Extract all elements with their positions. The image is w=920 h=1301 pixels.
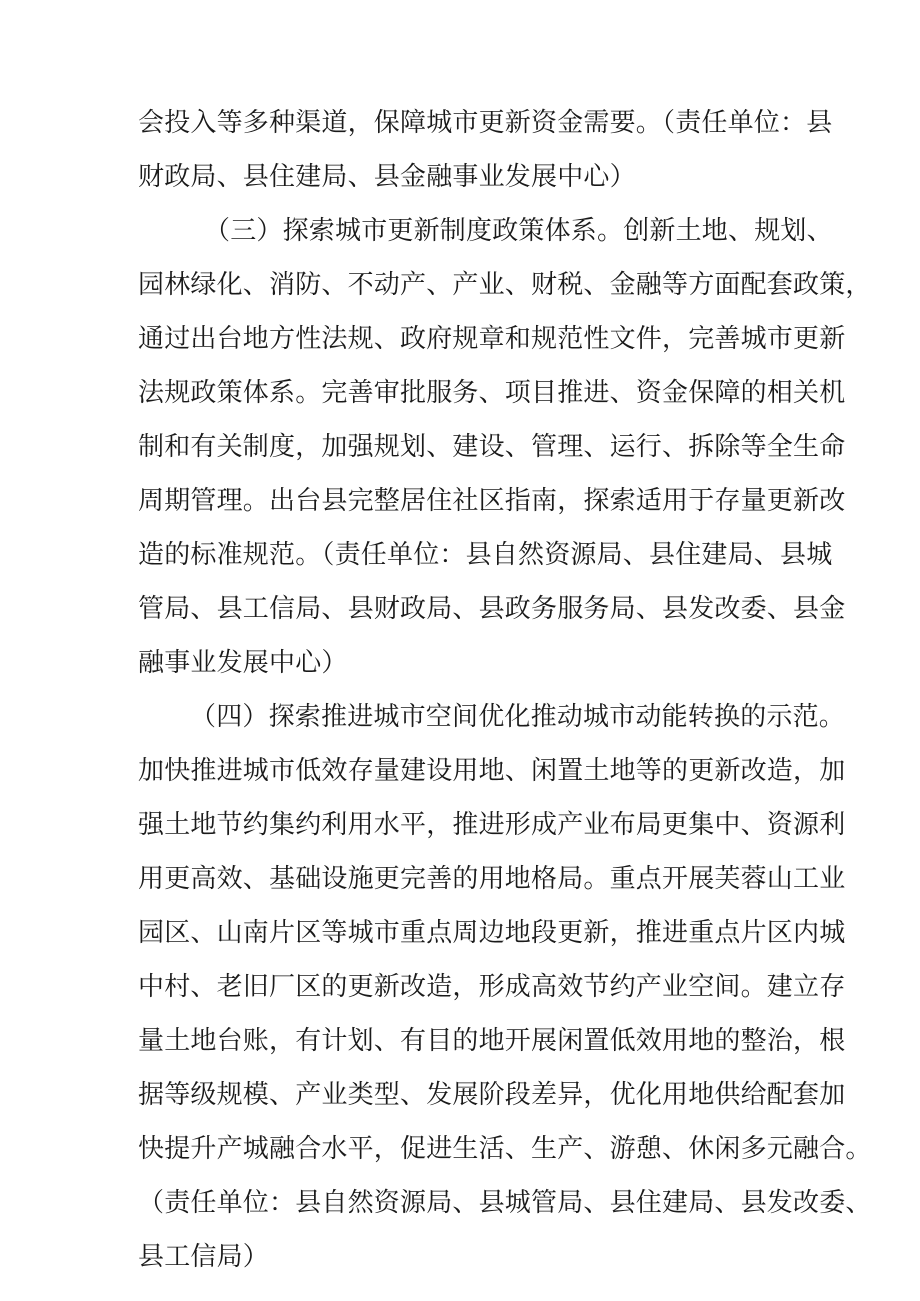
document-body: [138, 96, 872, 1284]
section-heading-4: （四）探索推进城市空间优化推动城市动能转换的示范。: [190, 702, 846, 732]
text-line: 强土地节约集约利用水平，推进形成产业布局更集中、资源利: [138, 810, 846, 840]
text-line: 据等级规模、产业类型、发展阶段差异，优化用地供给配套加: [138, 1080, 846, 1110]
section-heading-3: （三）探索城市更新制度政策体系。创新土地、规划、: [204, 216, 833, 246]
text-line: 周期管理。出台县完整居住社区指南，探索适用于存量更新改: [138, 486, 846, 516]
text-line: 园区、山南片区等城市重点周边地段更新，推进重点片区内城: [138, 918, 846, 948]
text-line: 财政局、县住建局、县金融事业发展中心）: [138, 162, 636, 192]
text-line: 制和有关制度，加强规划、建设、管理、运行、拆除等全生命: [138, 432, 846, 462]
text-line: 中村、老旧厂区的更新改造，形成高效节约产业空间。建立存: [138, 972, 846, 1002]
text-line: 会投入等多种渠道，保障城市更新资金需要。（责任单位：县: [138, 108, 833, 138]
text-line: （责任单位：县自然资源局、县城管局、县住建局、县发改委、: [138, 1188, 872, 1218]
text-line: 用更高效、基础设施更完善的用地格局。重点开展芙蓉山工业: [138, 864, 846, 894]
text-line: 通过出台地方性法规、政府规章和规范性文件，完善城市更新: [138, 324, 846, 354]
text-line: 量土地台账，有计划、有目的地开展闲置低效用地的整治，根: [138, 1026, 846, 1056]
text-line: 造的标准规范。（责任单位：县自然资源局、县住建局、县城: [138, 540, 833, 570]
text-line: 园林绿化、消防、不动产、产业、财税、金融等方面配套政策，: [138, 270, 872, 300]
text-line: 快提升产城融合水平，促进生活、生产、游憩、休闲多元融合。: [138, 1134, 872, 1164]
text-line: 管局、县工信局、县财政局、县政务服务局、县发改委、县金: [138, 594, 846, 624]
text-line: 县工信局）: [138, 1242, 270, 1272]
text-line: 融事业发展中心）: [138, 648, 348, 678]
text-line: 加快推进城市低效存量建设用地、闲置土地等的更新改造，加: [138, 756, 846, 786]
text-line: 法规政策体系。完善审批服务、项目推进、资金保障的相关机: [138, 378, 846, 408]
